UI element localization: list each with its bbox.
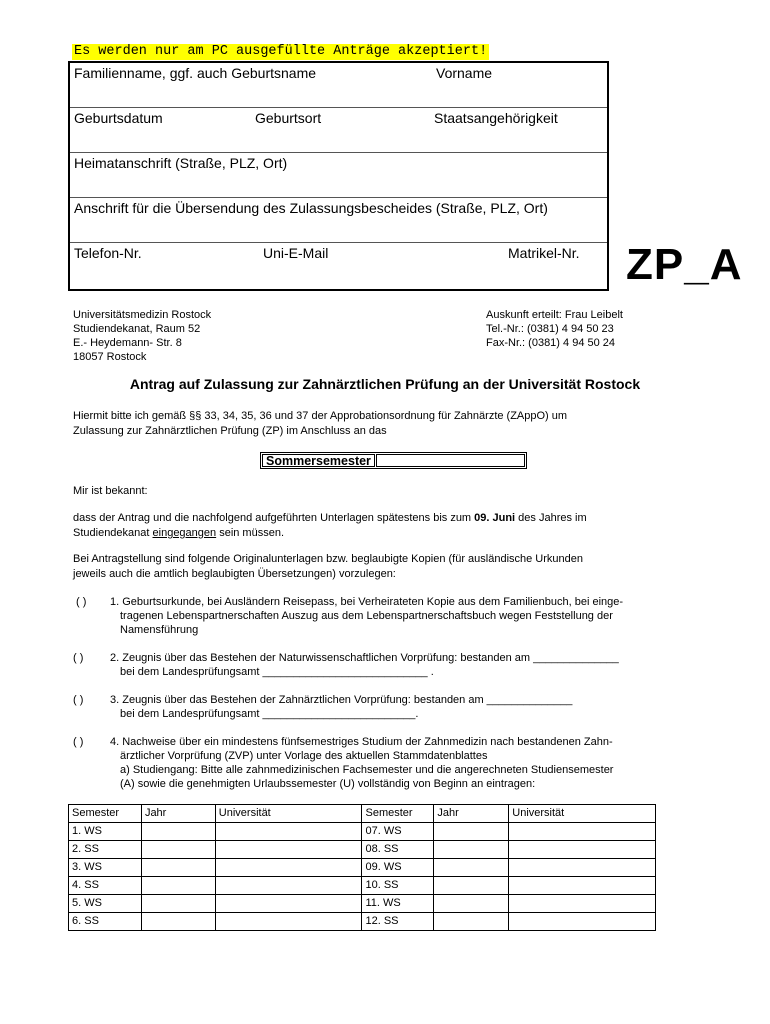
table-row: [69, 841, 656, 859]
pc-only-notice: Es werden nur am PC ausgefüllte Anträge akzeptiert!: [74, 44, 488, 59]
header-semester: Semester: [69, 805, 142, 823]
item-line: bei dem Landesprüfungsamt _________________________.: [120, 708, 419, 720]
semester-cell: 10. SS: [362, 877, 434, 895]
item-1: [76, 595, 726, 639]
contact-line: Fax-Nr.: (0381) 4 94 50 24: [486, 337, 616, 349]
deadline-date: 09. Juni: [474, 512, 516, 524]
semester-cell: 5. WS: [69, 895, 142, 913]
semester-label: Sommersemester: [262, 454, 375, 467]
university-cell[interactable]: [215, 877, 362, 895]
checkbox-item-2[interactable]: ( ): [73, 652, 84, 664]
university-cell[interactable]: [509, 859, 656, 877]
year-cell[interactable]: [141, 913, 215, 931]
intro-paragraph: [73, 409, 723, 439]
item-line: 4. Nachweise über ein mindestens fünfsemestriges Studium der Zahnmedizin nach bestandenen Zahn-: [110, 736, 613, 748]
semester-cell: 11. WS: [362, 895, 434, 913]
originals-line: jeweils auch die amtlich beglaubigten Übersetzungen) vorzulegen:: [73, 568, 396, 580]
item-line: 2. Zeugnis über das Bestehen der Naturwissenschaftlichen Vorprüfung: bestanden am ______________: [110, 652, 619, 664]
nationality-label: Staatsangehörigkeit: [434, 110, 558, 126]
address-line: Studiendekanat, Raum 52: [73, 323, 201, 335]
birthplace-label: Geburtsort: [255, 110, 322, 126]
phone-label: Telefon-Nr.: [74, 245, 142, 261]
checkbox-item-3[interactable]: ( ): [73, 694, 84, 706]
mailing-address-row[interactable]: [70, 198, 607, 243]
year-cell[interactable]: [141, 841, 215, 859]
university-cell[interactable]: [509, 895, 656, 913]
table-row: [69, 877, 656, 895]
university-cell[interactable]: [509, 841, 656, 859]
address-line: E.- Heydemann- Str. 8: [73, 337, 182, 349]
item-line: ärztlicher Vorprüfung (ZVP) unter Vorlage des aktuellen Stammdatenblattes: [120, 750, 488, 762]
birth-row[interactable]: [70, 108, 607, 153]
semester-cell: 4. SS: [69, 877, 142, 895]
item-line: Namensführung: [120, 624, 199, 636]
contact-line: Tel.-Nr.: (0381) 4 94 50 23: [486, 323, 614, 335]
semester-cell: 07. WS: [362, 823, 434, 841]
item-line: tragenen Lebenspartnerschaften Auszug aus dem Lebenspartnerschaftsbuch wegen Feststellung der: [120, 610, 613, 622]
contact-row[interactable]: [70, 243, 607, 288]
item-line: 3. Zeugnis über das Bestehen der Zahnärztlichen Vorprüfung: bestanden am ______________: [110, 694, 573, 706]
table-row: [69, 859, 656, 877]
semester-cell: 2. SS: [69, 841, 142, 859]
checkbox-item-1[interactable]: ( ): [76, 596, 87, 608]
semester-input[interactable]: [376, 454, 525, 467]
semester-field: [260, 452, 527, 469]
year-cell[interactable]: [141, 877, 215, 895]
item-line: bei dem Landesprüfungsamt ___________________________ .: [120, 666, 434, 678]
checkbox-item-4[interactable]: ( ): [73, 736, 84, 748]
deadline-text: Studiendekanat: [73, 527, 153, 539]
item-line: (A) sowie die genehmigten Urlaubssemester (U) vollständig von Beginn an eintragen:: [120, 778, 536, 790]
semester-cell: 08. SS: [362, 841, 434, 859]
personal-data-form: [68, 61, 609, 291]
deadline-text: sein müssen.: [216, 527, 285, 539]
year-cell[interactable]: [141, 823, 215, 841]
form-code-badge: ZP_A: [626, 240, 743, 289]
header-universitaet: Universität: [215, 805, 362, 823]
contact-line: Auskunft erteilt: Frau Leibelt: [486, 309, 623, 321]
document-title: Antrag auf Zulassung zur Zahnärztlichen Prüfung an der Universität Rostock: [129, 376, 641, 392]
header-semester: Semester: [362, 805, 434, 823]
semester-cell: 1. WS: [69, 823, 142, 841]
year-cell[interactable]: [434, 841, 509, 859]
header-jahr: Jahr: [141, 805, 215, 823]
year-cell[interactable]: [434, 877, 509, 895]
name-row[interactable]: [70, 63, 607, 108]
item-3: [73, 693, 723, 723]
table-row: [69, 895, 656, 913]
university-cell[interactable]: [509, 913, 656, 931]
header-universitaet: Universität: [509, 805, 656, 823]
matriculation-label: Matrikel-Nr.: [508, 245, 580, 261]
table-header-row: [69, 805, 656, 823]
university-cell[interactable]: [215, 859, 362, 877]
originals-line: Bei Antragstellung sind folgende Originalunterlagen bzw. beglaubigte Kopien (für ausländische Urkunden: [73, 553, 584, 565]
office-address: [73, 308, 211, 364]
deadline-text: des Jahres im: [515, 512, 587, 524]
semester-cell: 09. WS: [362, 859, 434, 877]
deadline-text: dass der Antrag und die nachfolgend aufgeführten Unterlagen spätestens bis zum: [73, 512, 475, 524]
intro-line: Zulassung zur Zahnärztlichen Prüfung (ZP) im Anschluss an das: [73, 425, 387, 437]
address-line: 18057 Rostock: [73, 351, 147, 363]
item-4: [73, 735, 723, 793]
table-row: [69, 823, 656, 841]
item-2: [73, 651, 723, 681]
year-cell[interactable]: [434, 913, 509, 931]
university-cell[interactable]: [215, 823, 362, 841]
semester-table: [68, 804, 656, 931]
university-cell[interactable]: [509, 823, 656, 841]
address-line: Universitätsmedizin Rostock: [73, 309, 212, 321]
home-address-label: Heimatanschrift (Straße, PLZ, Ort): [74, 155, 288, 171]
item-line: a) Studiengang: Bitte alle zahnmedizinischen Fachsemester und die angerechneten Studiensemester: [120, 764, 614, 776]
year-cell[interactable]: [141, 895, 215, 913]
item-line: 1. Geburtsurkunde, bei Ausländern Reisepass, bei Verheirateten Kopie aus dem Familienbuch, bei einge-: [110, 596, 624, 608]
bekannt-text: Mir ist bekannt:: [73, 485, 148, 497]
deadline-paragraph: [73, 511, 723, 541]
email-label: Uni-E-Mail: [263, 245, 329, 261]
university-cell[interactable]: [215, 913, 362, 931]
deadline-underlined: eingegangen: [152, 527, 217, 539]
mailing-address-label: Anschrift für die Übersendung des Zulassungsbescheides (Straße, PLZ, Ort): [74, 200, 548, 216]
semester-cell: 3. WS: [69, 859, 142, 877]
surname-label: Familienname, ggf. auch Geburtsname: [74, 65, 317, 81]
semester-cell: 12. SS: [362, 913, 434, 931]
university-cell[interactable]: [509, 877, 656, 895]
home-address-row[interactable]: [70, 153, 607, 198]
originals-paragraph: [73, 552, 723, 582]
header-jahr: Jahr: [434, 805, 509, 823]
year-cell[interactable]: [434, 895, 509, 913]
birthdate-label: Geburtsdatum: [74, 110, 163, 126]
year-cell[interactable]: [434, 823, 509, 841]
university-cell[interactable]: [215, 895, 362, 913]
firstname-label: Vorname: [436, 65, 493, 81]
table-row: [69, 913, 656, 931]
year-cell[interactable]: [434, 859, 509, 877]
semester-cell: 6. SS: [69, 913, 142, 931]
year-cell[interactable]: [141, 859, 215, 877]
contact-info: [486, 308, 623, 350]
university-cell[interactable]: [215, 841, 362, 859]
intro-line: Hiermit bitte ich gemäß §§ 33, 34, 35, 36 und 37 der Approbationsordnung für Zahnärzte (ZAppO) um: [73, 410, 568, 422]
